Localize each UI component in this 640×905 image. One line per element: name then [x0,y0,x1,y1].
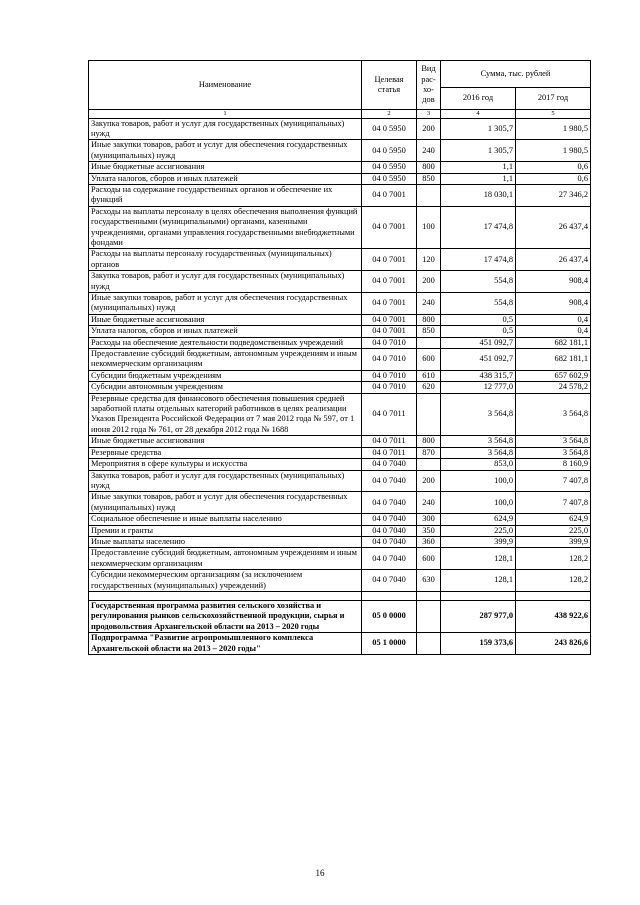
row-amount-2017-cell: 908,4 [516,293,591,315]
table-row [89,514,591,525]
row-target-article-cell: 04 0 7001 [362,326,417,337]
table-row [89,370,591,381]
row-expense-type-cell: 630 [417,570,441,592]
row-amount-2016-cell: 0,5 [441,314,516,325]
row-amount-2016-cell: 159 373,6 [441,633,516,655]
row-amount-2017-cell: 3 564,8 [516,447,591,458]
row-target-article-cell: 05 1 0000 [362,633,417,655]
row-expense-type-cell: 360 [417,536,441,547]
table-row [89,633,591,655]
row-amount-2017-cell: 908,4 [516,271,591,293]
row-target-article-cell: 04 0 5950 [362,118,417,140]
row-amount-2017-cell: 0,6 [516,173,591,184]
row-amount-2016-cell: 554,8 [441,271,516,293]
row-amount-2017-cell: 682 181,1 [516,349,591,371]
row-name-cell: Закупка товаров, работ и услуг для государственных (муниципальных) нужд [89,118,362,140]
table-row [89,570,591,592]
row-name-cell: Предоставление субсидий бюджетным, автономным учреждениям и иным некоммерческим организациям [89,548,362,570]
row-name-cell: Государственная программа развития сельского хозяйства и регулирования рынков сельскохозяйственной продукции, сырья и продовольствия Архангельской области на 2013 – 2020 годы [89,600,362,632]
row-target-article-cell: 04 0 7001 [362,249,417,271]
table-row [89,314,591,325]
row-expense-type-cell: 610 [417,370,441,381]
row-target-article-cell: 04 0 5950 [362,140,417,162]
column-number: 2 [362,110,417,119]
row-amount-2016-cell: 451 092,7 [441,349,516,371]
column-numbers-row [89,110,591,119]
spacer-cell [441,591,516,600]
table-row [89,140,591,162]
row-amount-2016-cell: 287 977,0 [441,600,516,632]
table-row [89,162,591,173]
table-row [89,393,591,436]
row-expense-type-cell: 100 [417,206,441,249]
row-target-article-cell: 04 0 7010 [362,370,417,381]
row-expense-type-cell: 620 [417,382,441,393]
row-amount-2017-cell: 0,4 [516,314,591,325]
row-target-article-cell: 04 0 7040 [362,525,417,536]
row-expense-type-cell: 200 [417,470,441,492]
table-row [89,349,591,371]
row-target-article-cell: 04 0 7040 [362,492,417,514]
table-row [89,173,591,184]
row-amount-2017-cell: 26 437,4 [516,206,591,249]
row-expense-type-cell [417,393,441,436]
row-amount-2016-cell: 3 564,8 [441,393,516,436]
row-amount-2016-cell: 100,0 [441,492,516,514]
row-target-article-cell: 04 0 7040 [362,570,417,592]
table-row [89,470,591,492]
row-target-article-cell: 04 0 7001 [362,293,417,315]
row-amount-2016-cell: 128,1 [441,548,516,570]
row-expense-type-cell: 600 [417,548,441,570]
row-amount-2017-cell: 624,9 [516,514,591,525]
row-amount-2016-cell: 1 305,7 [441,140,516,162]
row-target-article-cell: 04 0 7040 [362,470,417,492]
row-target-article-cell: 04 0 7011 [362,447,417,458]
row-name-cell: Резервные средства для финансового обеспечения повышения средней заработной платы отдельных категорий работников в целях реализации Указов Президента Российской Федерации от 7 мая 2012 года № 597, от 1 июня 2012 года № 761, от 28 декабря 2012 года № 1688 [89,393,362,436]
row-name-cell: Премии и гранты [89,525,362,536]
row-expense-type-cell: 240 [417,293,441,315]
row-target-article-cell: 04 0 7040 [362,514,417,525]
row-amount-2017-cell: 128,2 [516,570,591,592]
spacer-cell [516,591,591,600]
row-target-article-cell: 04 0 7040 [362,548,417,570]
row-target-article-cell: 04 0 7040 [362,536,417,547]
table-row [89,600,591,632]
table-body [89,118,591,655]
row-amount-2017-cell: 24 578,2 [516,382,591,393]
row-name-cell: Резервные средства [89,447,362,458]
row-amount-2017-cell: 1 980,5 [516,118,591,140]
table-row [89,436,591,447]
row-name-cell: Иные закупки товаров, работ и услуг для обеспечения государственных (муниципальных) нужд [89,293,362,315]
row-name-cell: Расходы на обеспечение деятельности подведомственных учреждений [89,337,362,348]
table-row [89,337,591,348]
row-name-cell: Субсидии бюджетным учреждениям [89,370,362,381]
row-target-article-cell: 04 0 5950 [362,162,417,173]
row-amount-2017-cell: 438 922,6 [516,600,591,632]
row-amount-2016-cell: 225,0 [441,525,516,536]
row-expense-type-cell: 800 [417,436,441,447]
row-name-cell: Расходы на содержание государственных органов и обеспечение их функций [89,184,362,206]
row-name-cell: Закупка товаров, работ и услуг для государственных (муниципальных) нужд [89,470,362,492]
row-name-cell: Закупка товаров, работ и услуг для государственных (муниципальных) нужд [89,271,362,293]
table-row [89,382,591,393]
table-row [89,249,591,271]
row-amount-2017-cell: 399,9 [516,536,591,547]
row-amount-2016-cell: 399,9 [441,536,516,547]
header-target-article: Целевая статья [362,61,417,110]
row-name-cell: Мероприятия в сфере культуры и искусства [89,459,362,470]
row-expense-type-cell: 300 [417,514,441,525]
row-amount-2017-cell: 243 826,6 [516,633,591,655]
row-target-article-cell: 04 0 7011 [362,393,417,436]
row-target-article-cell: 04 0 7001 [362,184,417,206]
column-number: 3 [417,110,441,119]
row-name-cell: Субсидии автономным учреждениям [89,382,362,393]
row-expense-type-cell: 870 [417,447,441,458]
row-name-cell: Иные закупки товаров, работ и услуг для обеспечения государственных (муниципальных) нужд [89,492,362,514]
row-name-cell: Предоставление субсидий бюджетным, автономным учреждениям и иным некоммерческим организациям [89,349,362,371]
row-amount-2016-cell: 624,9 [441,514,516,525]
row-expense-type-cell: 850 [417,173,441,184]
table-row [89,536,591,547]
column-number: 5 [516,110,591,119]
row-expense-type-cell: 200 [417,271,441,293]
table-row [89,293,591,315]
row-name-cell: Иные выплаты населению [89,536,362,547]
row-name-cell: Расходы на выплаты персоналу государственных (муниципальных) органов [89,249,362,271]
row-expense-type-cell: 600 [417,349,441,371]
row-amount-2016-cell: 18 030,1 [441,184,516,206]
row-amount-2017-cell: 26 437,4 [516,249,591,271]
row-amount-2016-cell: 451 092,7 [441,337,516,348]
row-amount-2016-cell: 3 564,8 [441,436,516,447]
row-name-cell: Расходы на выплаты персоналу в целях обеспечения выполнения функций государственными (муниципальными) органами, казенными учреждениями, органами управления государственными внебюджетными фондами [89,206,362,249]
row-amount-2017-cell: 0,6 [516,162,591,173]
column-number: 1 [89,110,362,119]
row-amount-2016-cell: 1 305,7 [441,118,516,140]
table-row [89,447,591,458]
row-expense-type-cell: 240 [417,492,441,514]
row-name-cell: Подпрограмма "Развитие агропромышленного комплекса Архангельской области на 2013 – 2020 годы" [89,633,362,655]
row-name-cell: Уплата налогов, сборов и иных платежей [89,326,362,337]
row-target-article-cell: 05 0 0000 [362,600,417,632]
row-expense-type-cell: 350 [417,525,441,536]
table-row [89,548,591,570]
row-expense-type-cell [417,633,441,655]
row-amount-2016-cell: 100,0 [441,470,516,492]
row-expense-type-cell: 120 [417,249,441,271]
spacer-row [89,591,591,600]
row-amount-2017-cell: 657 602,9 [516,370,591,381]
row-target-article-cell: 04 0 5950 [362,173,417,184]
row-expense-type-cell [417,184,441,206]
page-number: 16 [315,868,325,878]
row-amount-2016-cell: 3 564,8 [441,447,516,458]
row-amount-2017-cell: 225,0 [516,525,591,536]
header-name: Наименование [89,61,362,110]
table-row [89,206,591,249]
row-expense-type-cell: 240 [417,140,441,162]
table-row [89,184,591,206]
row-amount-2016-cell: 17 474,8 [441,206,516,249]
row-amount-2016-cell: 17 474,8 [441,249,516,271]
row-target-article-cell: 04 0 7001 [362,314,417,325]
row-expense-type-cell [417,337,441,348]
row-amount-2017-cell: 3 564,8 [516,393,591,436]
row-amount-2017-cell: 8 160,9 [516,459,591,470]
row-expense-type-cell [417,459,441,470]
row-amount-2016-cell: 853,0 [441,459,516,470]
row-target-article-cell: 04 0 7010 [362,337,417,348]
row-target-article-cell: 04 0 7001 [362,271,417,293]
row-amount-2017-cell: 0,4 [516,326,591,337]
row-amount-2016-cell: 128,1 [441,570,516,592]
row-expense-type-cell [417,600,441,632]
table-row [89,525,591,536]
row-name-cell: Иные закупки товаров, работ и услуг для обеспечения государственных (муниципальных) нужд [89,140,362,162]
row-amount-2017-cell: 27 346,2 [516,184,591,206]
row-amount-2017-cell: 128,2 [516,548,591,570]
header-year-2017: 2017 год [516,88,591,110]
row-amount-2016-cell: 438 315,7 [441,370,516,381]
row-amount-2016-cell: 554,8 [441,293,516,315]
row-amount-2017-cell: 682 181,1 [516,337,591,348]
row-target-article-cell: 04 0 7011 [362,436,417,447]
spacer-cell [89,591,362,600]
table-row [89,118,591,140]
spacer-cell [417,591,441,600]
row-amount-2017-cell: 3 564,8 [516,436,591,447]
row-amount-2016-cell: 1,1 [441,173,516,184]
row-name-cell: Иные бюджетные ассигнования [89,314,362,325]
row-name-cell: Субсидии некоммерческим организациям (за исключением государственных (муниципальных) учреждений) [89,570,362,592]
row-target-article-cell: 04 0 7001 [362,206,417,249]
header-sum: Сумма, тыс. рублей [441,61,591,88]
row-amount-2017-cell: 7 407,8 [516,492,591,514]
spacer-cell [362,591,417,600]
header-expense-type: Вид рас-хо-дов [417,61,441,110]
row-target-article-cell: 04 0 7010 [362,382,417,393]
table-row [89,271,591,293]
table-row [89,459,591,470]
row-expense-type-cell: 850 [417,326,441,337]
budget-table [88,60,591,655]
row-expense-type-cell: 800 [417,314,441,325]
row-name-cell: Уплата налогов, сборов и иных платежей [89,173,362,184]
row-expense-type-cell: 800 [417,162,441,173]
column-number: 4 [441,110,516,119]
table-row [89,492,591,514]
row-amount-2016-cell: 1,1 [441,162,516,173]
row-amount-2017-cell: 7 407,8 [516,470,591,492]
header-year-2016: 2016 год [441,88,516,110]
table-row [89,326,591,337]
row-name-cell: Социальное обеспечение и иные выплаты населению [89,514,362,525]
row-name-cell: Иные бюджетные ассигнования [89,436,362,447]
row-target-article-cell: 04 0 7040 [362,459,417,470]
row-name-cell: Иные бюджетные ассигнования [89,162,362,173]
row-target-article-cell: 04 0 7010 [362,349,417,371]
row-amount-2016-cell: 0,5 [441,326,516,337]
row-amount-2016-cell: 12 777,0 [441,382,516,393]
row-amount-2017-cell: 1 980,5 [516,140,591,162]
row-expense-type-cell: 200 [417,118,441,140]
